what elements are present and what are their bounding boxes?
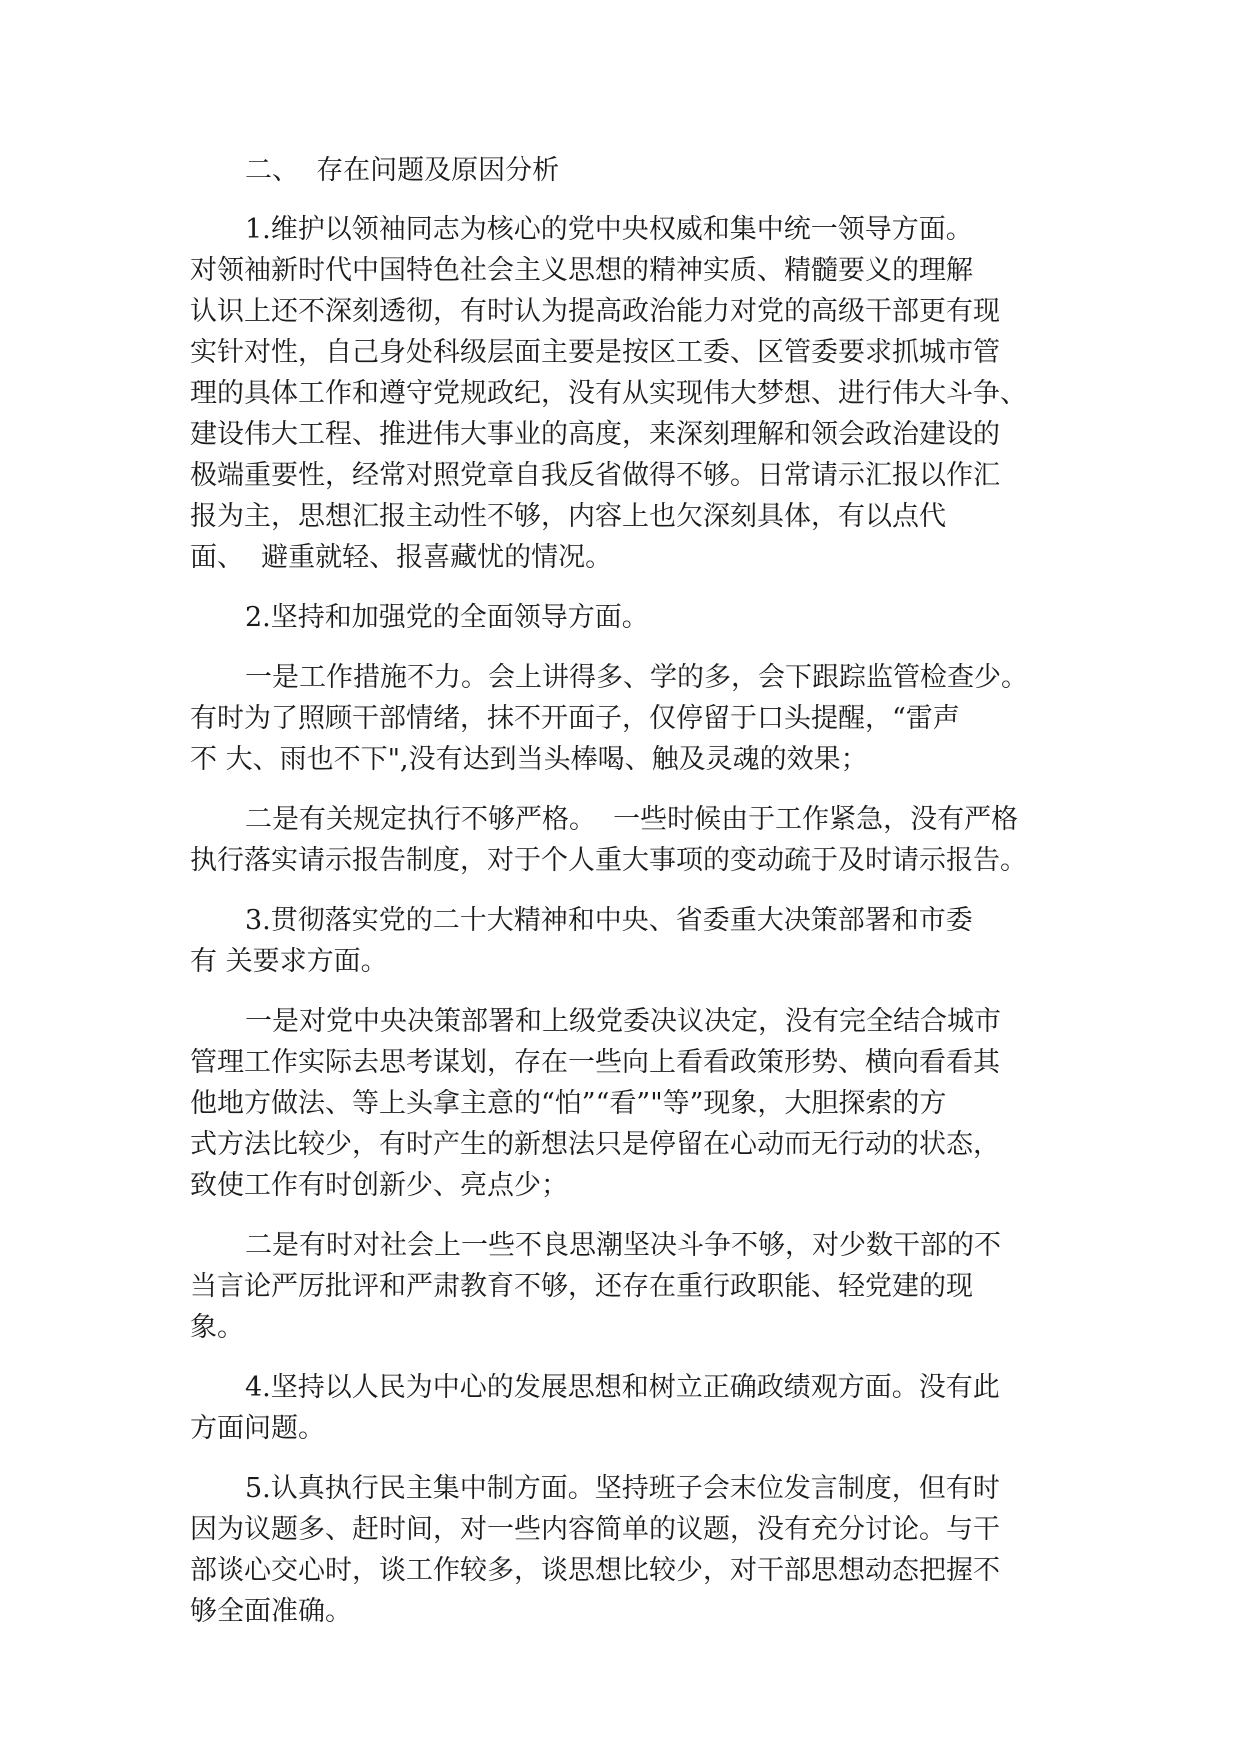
text-line: 面、 避重就轻、报喜藏忧的情况。 (190, 542, 613, 573)
text-line: 5.认真执行民主集中制方面。坚持班子会末位发言制度，但有时 (245, 1473, 1000, 1504)
text-line: 二是有时对社会上一些不良思潮坚决斗争不够，对少数干部的不 (245, 1230, 1001, 1261)
text-line: 一是对党中央决策部署和上级党委决议决定，没有完全结合城市 (245, 1006, 1001, 1037)
section-heading: 二、 存在问题及原因分析 (245, 155, 560, 186)
text-line: 有 关要求方面。 (190, 946, 388, 977)
paragraph (190, 1225, 1070, 1348)
text-line: 对领袖新时代中国特色社会主义思想的精神实质、精髓要义的理解 (190, 255, 973, 286)
paragraph (190, 209, 1070, 578)
paragraph (190, 657, 1070, 780)
paragraph (190, 1468, 1070, 1632)
text-line: 有时为了照顾干部情绪，抹不开面子，仅停留于口头提醒，“雷声 (190, 703, 960, 734)
text-line: 因为议题多、赶时间，对一些内容简单的议题，没有充分讨论。与干 (190, 1514, 1000, 1545)
text-line: 够全面准确。 (190, 1596, 352, 1627)
paragraph (190, 900, 1070, 982)
paragraph (190, 799, 1070, 881)
text-line: 实针对性，自己身处科级层面主要是按区工委、区管委要求抓城市管 (190, 337, 1000, 368)
text-line: 建设伟大工程、推进伟大事业的高度，来深刻理解和领会政治建设的 (190, 419, 1000, 450)
text-line: 1.维护以领袖同志为核心的党中央权威和集中统一领导方面。 (245, 214, 973, 245)
text-line: 执行落实请示报告制度，对于个人重大事项的变动疏于及时请示报告。 (190, 845, 1027, 876)
text-line: 方面问题。 (190, 1413, 325, 1444)
paragraph (190, 597, 1070, 638)
text-line: 二是有关规定执行不够严格。 一些时候由于工作紧急，没有严格 (245, 804, 1019, 835)
text-line: 他地方做法、等上头拿主意的“怕”“看”"等”现象，大胆探索的方 (190, 1088, 947, 1119)
text-line: 4.坚持以人民为中心的发展思想和树立正确政绩观方面。没有此 (245, 1372, 1000, 1403)
document-body (190, 150, 1070, 1651)
text-line: 式方法比较少，有时产生的新想法只是停留在心动而无行动的状态， (190, 1129, 1000, 1160)
paragraph (190, 1367, 1070, 1449)
text-line: 认识上还不深刻透彻，有时认为提高政治能力对党的高级干部更有现 (190, 296, 1000, 327)
paragraph (190, 1001, 1070, 1206)
text-line: 象。 (190, 1312, 244, 1343)
text-line: 2.坚持和加强党的全面领导方面。 (245, 602, 649, 633)
text-line: 3.贯彻落实党的二十大精神和中央、省委重大决策部署和市委 (245, 905, 973, 936)
text-line: 报为主，思想汇报主动性不够，内容上也欠深刻具体，有以点代 (190, 501, 946, 532)
text-line: 极端重要性，经常对照党章自我反省做得不够。日常请示汇报以作汇 (190, 460, 1000, 491)
text-line: 理的具体工作和遵守党规政纪，没有从实现伟大梦想、进行伟大斗争、 (190, 378, 1027, 409)
text-line: 部谈心交心时，谈工作较多，谈思想比较少，对干部思想动态把握不 (190, 1555, 1000, 1586)
text-line: 管理工作实际去思考谋划，存在一些向上看看政策形势、横向看看其 (190, 1047, 1000, 1078)
paragraph-list (190, 209, 1070, 1632)
text-line: 当言论严厉批评和严肃教育不够，还存在重行政职能、轻党建的现 (190, 1271, 973, 1302)
text-line: 致使工作有时创新少、亮点少； (190, 1170, 568, 1201)
text-line: 一是工作措施不力。会上讲得多、学的多，会下跟踪监管检查少。 (245, 662, 1028, 693)
text-line: 不 大、雨也不下",没有达到当头棒喝、触及灵魂的效果； (190, 744, 868, 775)
